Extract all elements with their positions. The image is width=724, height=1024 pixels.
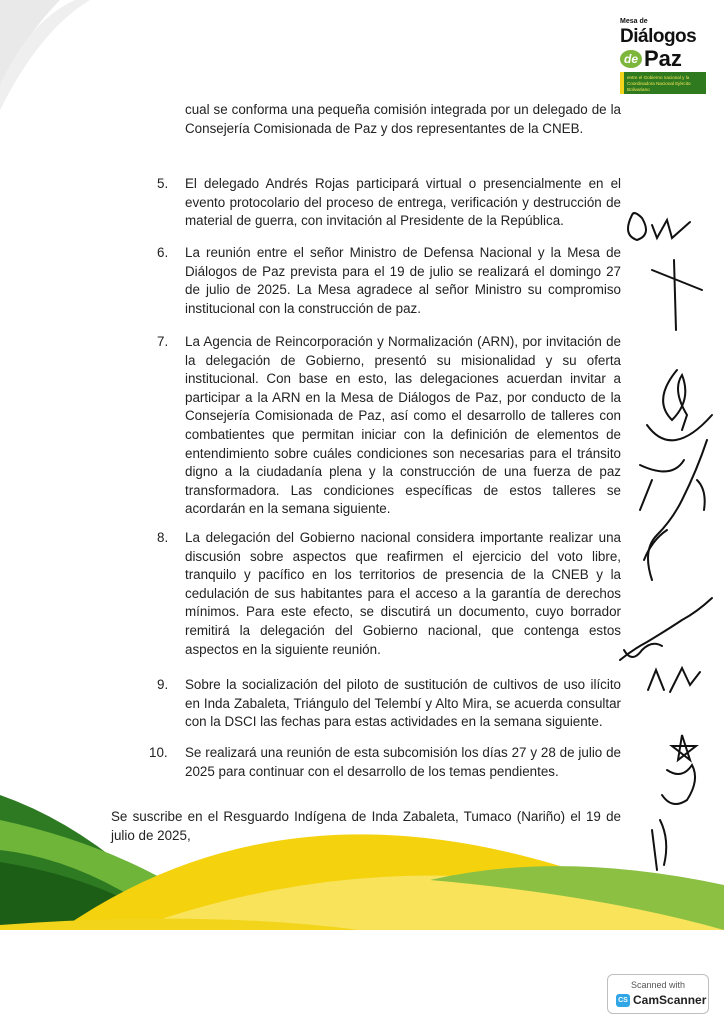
camscanner-icon: CS <box>616 994 630 1007</box>
signature-3 <box>640 370 712 510</box>
initials-signature-2 <box>652 260 702 330</box>
list-item-number: 8. <box>157 530 169 545</box>
logo-line2: Paz <box>644 46 682 71</box>
signature-6 <box>648 668 700 692</box>
list-item-8 <box>157 529 621 659</box>
list-item-text: La delegación del Gobierno nacional considera importante realizar una discusión sobre aspectos que reafirmen el ejercicio del voto libre, tranquilo y pacífico en los territorios de presencia de la CNEB y la cedulación de sus habitantes para el acceso a la garantía de derechos mínimos. Para este efecto, se discutirá un documento, cuyo borrador remitirá la delegación del Gobierno nacional, que contenga estos aspectos en la siguiente reunión. <box>185 530 621 657</box>
list-item-7 <box>157 333 621 519</box>
signature-4 <box>644 440 707 580</box>
list-item-number: 5. <box>157 176 169 191</box>
list-item-text: Se realizará una reunión de esta subcomisión los días 27 y 28 de julio de 2025 para continuar con el desarrollo de los temas pendientes. <box>185 745 621 779</box>
list-item-6 <box>157 244 621 318</box>
signature-5 <box>620 598 712 660</box>
list-item-number: 9. <box>157 677 169 692</box>
list-item-number: 10. <box>149 745 168 760</box>
signatures-margin <box>612 180 722 880</box>
list-item-text: El delegado Andrés Rojas participará virtual o presencialmente en el evento protocolario del proceso de entrega, verificación y destrucción de material de guerra, con invitación al Presidente de la República. <box>185 176 621 229</box>
initials-signature-1 <box>628 213 690 240</box>
logo-de-badge: de <box>620 50 642 68</box>
list-item-text: La Agencia de Reincorporación y Normalización (ARN), por invitación de la delegación de Gobierno, presentó su misionalidad y su oferta institucional. Con base en esto, las delegaciones acuerdan invitar a participar a la ARN en la Mesa de Diálogos de Paz, por conducto de la Consejería Comisionada de Paz, así como el desarrollo de talleres con combatientes que permitan iniciar con la definición de elementos de entendimiento sobre cuáles condiciones son necesarias para el tránsito digno a la ciudadanía plena y la construcción de una fuerza de paz transformadora. Las condiciones específicas de estos talleres se acordarán en la semana siguiente. <box>185 334 621 517</box>
list-item-text: Sobre la socialización del piloto de sustitución de cultivos de uso ilícito en Inda Zabaleta, Triángulo del Telembí y Alto Mira, se acuerda consultar con la DSCI las fechas para estas actividades en la semana siguiente. <box>185 677 621 730</box>
list-item-number: 7. <box>157 334 169 349</box>
camscanner-name: CamScanner <box>633 993 707 1007</box>
continuation-paragraph: cual se conforma una pequeña comisión integrada por un delegado de la Consejería Comisionada de Paz y dos representantes de la CNEB. <box>185 102 621 136</box>
logo-subtitle: entre el Gobierno nacional y la Coordinadora Nacional Ejército Bolivariano <box>627 75 691 92</box>
camscanner-badge <box>607 974 709 1014</box>
scanned-with-label: Scanned with <box>630 980 686 990</box>
logo-line1: Diálogos <box>620 26 697 47</box>
list-item-5 <box>157 175 621 231</box>
list-item-text: La reunión entre el señor Ministro de Defensa Nacional y la Mesa de Diálogos de Paz prevista para el 19 de julio se realizará el domingo 27 de julio de 2025. La Mesa agradece al señor Ministro su compromiso institucional con la construcción de paz. <box>185 245 621 316</box>
list-item-9 <box>157 676 621 732</box>
signature-8 <box>652 820 666 870</box>
list-item-10 <box>149 744 621 781</box>
list-item-number: 6. <box>157 245 169 260</box>
closing-paragraph: Se suscribe en el Resguardo Indígena de Inda Zabaleta, Tumaco (Nariño) el 19 de julio de 2025, <box>111 809 621 843</box>
logo-small-text: Mesa de <box>620 18 648 25</box>
signature-7 <box>662 735 696 804</box>
